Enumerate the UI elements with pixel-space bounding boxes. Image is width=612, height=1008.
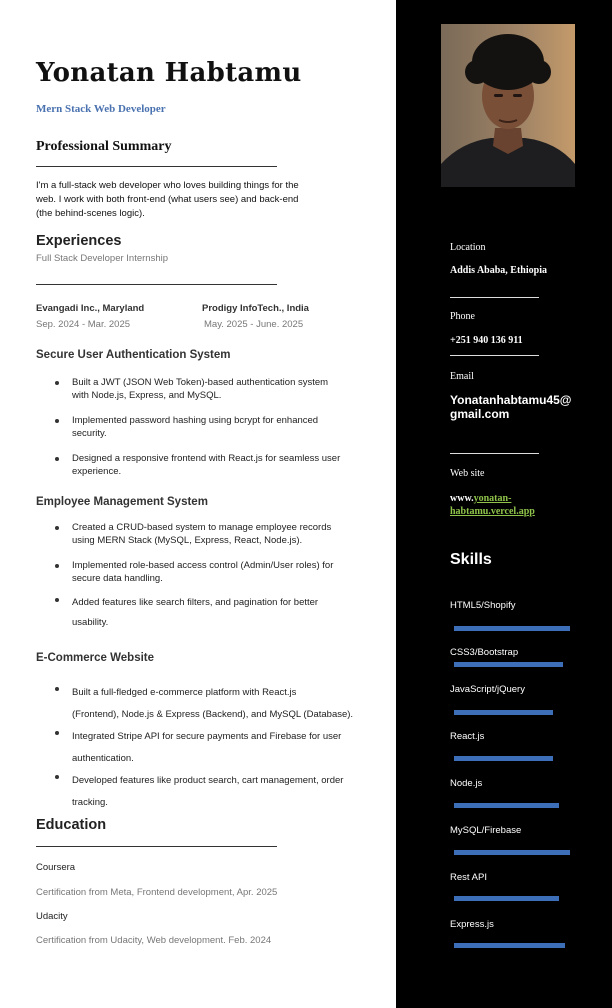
website-label: Web site xyxy=(450,468,485,479)
skill-bar xyxy=(454,803,559,808)
list-item: Created a CRUD-based system to manage employee records using MERN Stack (MySQL, Express, React, Node.js). xyxy=(72,521,362,547)
job-dates: May. 2025 - June. 2025 xyxy=(204,319,304,330)
list-item: Implemented role-based access control (Admin/User roles) for secure data handling. xyxy=(72,559,362,585)
skill-bar xyxy=(454,626,570,631)
location-label: Location xyxy=(450,242,486,253)
skill-bar xyxy=(454,662,563,667)
project-title: Employee Management System xyxy=(36,496,208,508)
skill-name: CSS3/Bootstrap xyxy=(450,647,519,658)
summary-heading: Professional Summary xyxy=(36,139,172,154)
portrait-icon xyxy=(441,24,575,187)
phone-label: Phone xyxy=(450,311,475,322)
list-item: Designed a responsive frontend with React.js for seamless user experience. xyxy=(72,452,362,478)
skill-name: Express.js xyxy=(450,919,494,930)
experience-heading: Experiences xyxy=(36,233,122,249)
skill-bar xyxy=(454,896,559,901)
summary-line: I'm a full-stack web developer who loves building things for the xyxy=(36,180,299,191)
list-item: Built a full-fledged e-commerce platform with React.js (Frontend), Node.js & Express (Backend), and MySQL (Database). xyxy=(72,682,372,726)
project-title: Secure User Authentication System xyxy=(36,349,231,361)
skill-bar xyxy=(454,943,565,948)
education-detail: Certification from Meta, Frontend development, Apr. 2025 xyxy=(36,887,278,898)
education-heading: Education xyxy=(36,817,107,833)
summary-line: web. I work with both front-end (what users see) and back-end xyxy=(36,194,299,205)
experience-divider xyxy=(36,284,277,285)
list-item: Built a JWT (JSON Web Token)-based authentication system with Node.js, Express, and MySQL. xyxy=(72,376,362,402)
candidate-name: Yonatan Habtamu xyxy=(36,58,302,88)
education-detail: Certification from Udacity, Web development. Feb. 2024 xyxy=(36,935,272,946)
education-divider xyxy=(36,846,277,847)
sidebar-divider xyxy=(450,453,539,454)
project-title: E-Commerce Website xyxy=(36,652,155,664)
phone-value: +251 940 136 911 xyxy=(450,335,523,346)
list-item: Added features like search filters, and pagination for better usability. xyxy=(72,593,362,633)
candidate-role: Mern Stack Web Developer xyxy=(36,103,166,115)
education-school: Coursera xyxy=(36,862,76,873)
summary-text xyxy=(36,179,356,221)
skill-bar xyxy=(454,850,570,855)
skill-name: Node.js xyxy=(450,778,483,789)
summary-line: (the behind-scenes logic). xyxy=(36,208,145,219)
sidebar-divider xyxy=(450,355,539,356)
experience-subtitle: Full Stack Developer Internship xyxy=(36,253,169,264)
list-item: Implemented password hashing using bcrypt for enhanced security. xyxy=(72,414,362,440)
project-bullets xyxy=(72,682,372,814)
website-link[interactable]: www.yonatan- habtamu.vercel.app xyxy=(450,493,535,517)
location-value: Addis Ababa, Ethiopia xyxy=(450,265,547,276)
summary-divider xyxy=(36,166,277,167)
skill-name: Rest API xyxy=(450,872,487,883)
project-bullets xyxy=(72,376,362,478)
list-item: Integrated Stripe API for secure payments and Firebase for user authentication. xyxy=(72,726,372,770)
education-school: Udacity xyxy=(36,911,68,922)
list-item: Developed features like product search, cart management, order tracking. xyxy=(72,770,372,814)
job-company: Prodigy InfoTech., India xyxy=(202,303,309,314)
sidebar-divider xyxy=(450,297,539,298)
skill-bar xyxy=(454,710,553,715)
skill-name: JavaScript/jQuery xyxy=(450,684,525,695)
profile-photo xyxy=(441,24,575,187)
email-label: Email xyxy=(450,371,474,382)
project-bullets xyxy=(72,521,362,633)
job-dates: Sep. 2024 - Mar. 2025 xyxy=(36,319,131,330)
skill-name: HTML5/Shopify xyxy=(450,600,516,611)
skills-heading: Skills xyxy=(450,551,492,568)
email-link[interactable]: Yonatanhabtamu45@ gmail.com xyxy=(450,393,572,421)
job-company: Evangadi Inc., Maryland xyxy=(36,303,145,314)
skill-bar xyxy=(454,756,553,761)
skill-name: React.js xyxy=(450,731,485,742)
skill-name: MySQL/Firebase xyxy=(450,825,522,836)
